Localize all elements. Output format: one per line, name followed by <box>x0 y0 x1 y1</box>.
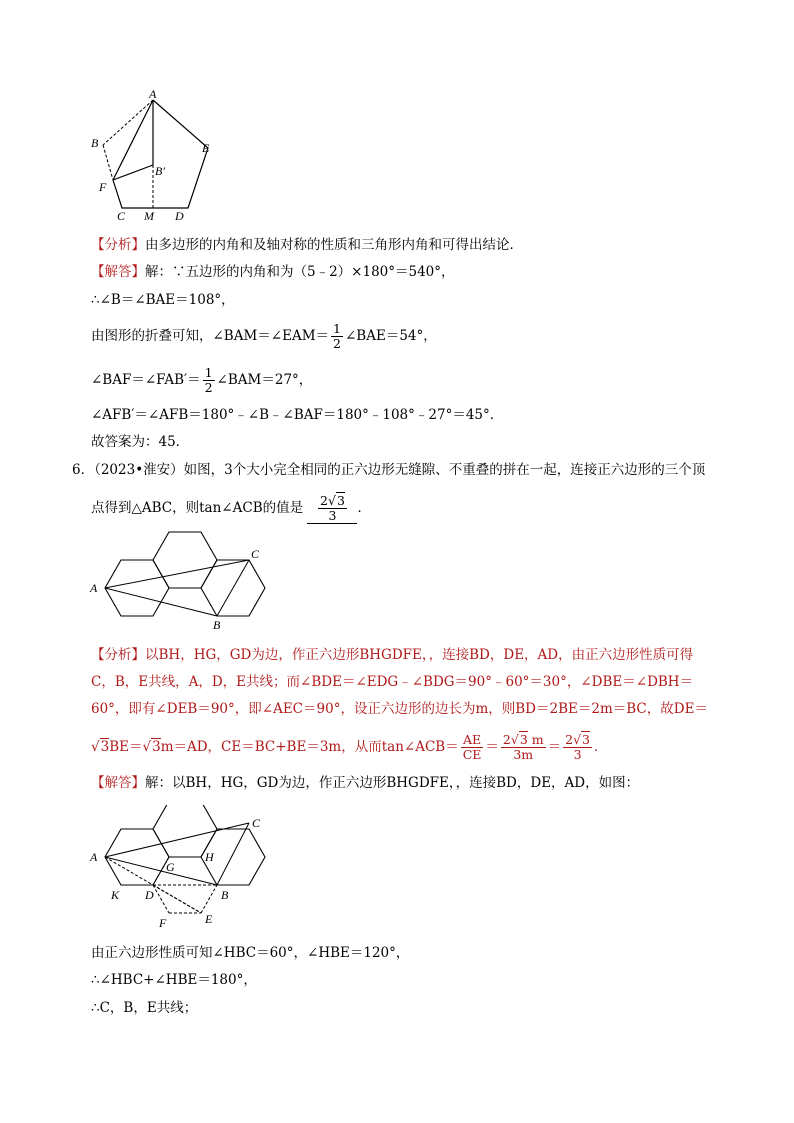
q5-answer: 故答案为：45． <box>91 434 190 450</box>
q5-line5: ∠AFB′＝∠AFB＝180°﹣∠B﹣∠BAF＝180°﹣108°﹣27°＝45°． <box>91 407 504 423</box>
label-B: B <box>221 888 229 902</box>
q5-solution-intro: 【解答】解：∵五边形的内角和为（5﹣2）×180°＝540°， <box>91 264 455 280</box>
q5-line2: ∴∠B＝∠BAE＝108°， <box>91 292 235 308</box>
q6-solution: 【解答】解：以BH，HG，GD为边，作正六边形BHGDFE，，连接BD，DE，AD，如图： <box>91 775 640 791</box>
construction-figure <box>85 805 285 935</box>
q5-line3: 由图形的折叠可知，∠BAM＝∠EAM＝ $\frac{1}{2}$ ∠BAE＝54°， <box>91 321 437 351</box>
label-E: E <box>205 912 213 926</box>
label-M: M <box>144 209 154 223</box>
q6-analysis-l1: 【分析】以BH，HG，GD为边，作正六边形BHGDFE，，连接BD，DE，AD，由正六边形性质可得 <box>91 647 694 663</box>
label-B: B <box>213 618 221 632</box>
pentagon-figure <box>85 90 225 230</box>
label-D: D <box>145 888 154 902</box>
label-F: F <box>99 180 107 194</box>
label-E: E <box>202 141 210 155</box>
label-B-prime: B′ <box>155 164 165 178</box>
label-G: G <box>166 860 175 874</box>
label-A: A <box>149 90 157 101</box>
label-C: C <box>117 209 126 223</box>
q6-s2: ∴∠HBC+∠HBE＝180°， <box>91 972 257 988</box>
label-A: A <box>90 581 98 595</box>
q6-stem-line2: 点得到△ABC，则tan∠ACB的值是 $\frac{2√3}{3}$ ． <box>91 493 371 523</box>
q6-s1: 由正六边形性质可知∠HBC＝60°，∠HBE＝120°， <box>91 945 410 961</box>
q6-analysis-l2: C，B，E共线，A，D，E共线；而∠BDE＝∠EDG﹣∠BDG＝90°﹣60°＝30°，∠DBE＝∠DBH＝ <box>91 674 694 690</box>
label-D: D <box>175 209 184 223</box>
label-C: C <box>251 547 260 561</box>
label-H: H <box>205 850 214 864</box>
q6-analysis-l3: 60°，即有∠DEB＝90°，即∠AEC＝90°，设正六边形的边长为m，则BD＝2BE＝2m＝BC，故DE＝ <box>91 701 708 717</box>
hexagons-figure <box>85 525 285 635</box>
label-C: C <box>252 816 261 830</box>
label-K: K <box>111 888 120 902</box>
q5-analysis: 【分析】由多边形的内角和及轴对称的性质和三角形内角和可得出结论． <box>91 237 523 253</box>
answer-blank: $\frac{2√3}{3}$ <box>307 494 357 524</box>
q6-stem-line1: 6．（2023•淮安）如图，3个大小完全相同的正六边形无缝隙、不重叠的拼在一起，连接正六边形的三个顶 <box>72 462 706 478</box>
label-B: B <box>91 136 99 150</box>
q6-s3: ∴C，B，E共线； <box>91 1000 198 1016</box>
q6-analysis-l4: √3BE＝√3m＝AD，CE＝BC+BE＝3m，从而tan∠ACB＝ $\frac{AE}{CE}$ ＝ $\frac{2√3 m}{3m}$ ＝ $\frac{2√3}{3}$ ． <box>91 732 608 762</box>
q5-line4: ∠BAF＝∠FAB′＝ $\frac{1}{2}$ ∠BAM＝27°， <box>91 365 313 395</box>
label-A: A <box>90 850 98 864</box>
label-F: F <box>159 916 167 930</box>
